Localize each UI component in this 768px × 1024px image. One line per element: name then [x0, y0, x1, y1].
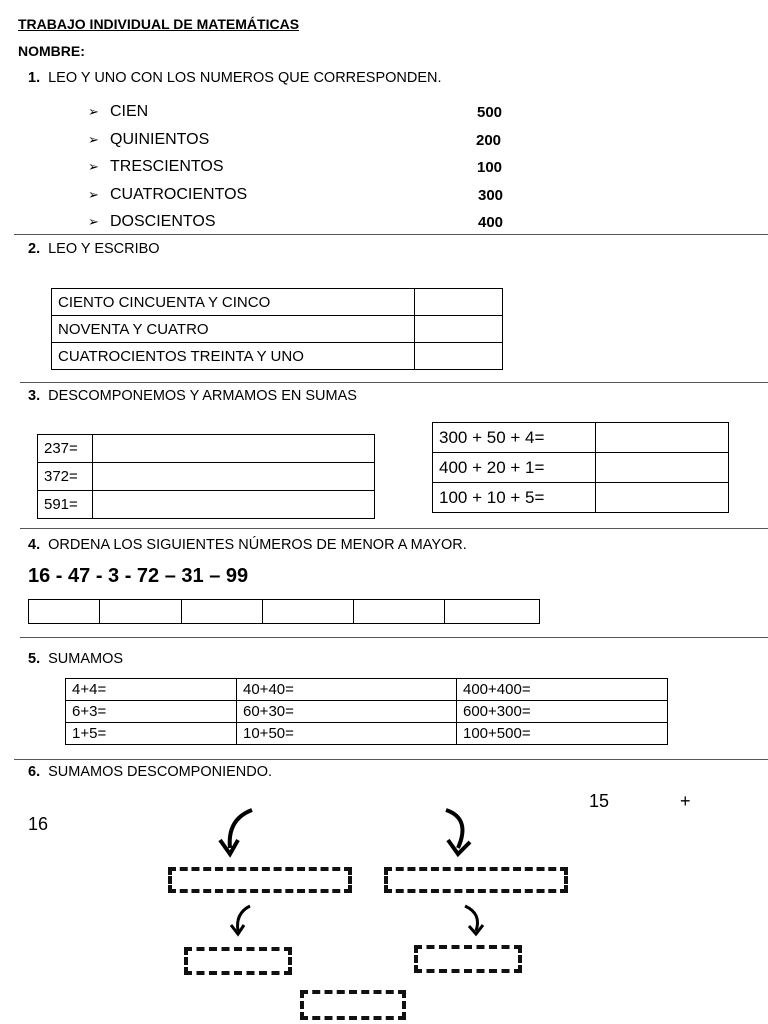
small-arrow-right-icon	[460, 903, 490, 937]
arrow-bullet-icon: ➢	[88, 132, 99, 147]
answer-box[interactable]	[300, 990, 406, 1020]
table-cell: 591=	[38, 491, 93, 519]
question-text: LEO Y ESCRIBO	[48, 241, 160, 257]
table-cell: 40+40=	[237, 679, 457, 701]
divider	[14, 234, 768, 235]
name-label: NOMBRE:	[18, 43, 85, 59]
answer-cell[interactable]	[596, 453, 729, 483]
table-cell: 400+400=	[457, 679, 668, 701]
table-row	[52, 289, 503, 316]
table-cell: 100+500=	[457, 723, 668, 745]
divider	[14, 759, 768, 760]
arrow-bullet-icon: ➢	[88, 104, 99, 119]
table-cell: 60+30=	[237, 701, 457, 723]
question-2	[28, 241, 160, 257]
table-row	[433, 423, 729, 453]
table-cell: 300 + 50 + 4=	[433, 423, 596, 453]
table-cell: 372=	[38, 463, 93, 491]
question-1	[28, 70, 442, 86]
question-6	[28, 764, 272, 780]
answer-cell[interactable]	[93, 463, 375, 491]
answer-cell[interactable]	[182, 600, 263, 624]
question-text: SUMAMOS DESCOMPONIENDO.	[48, 764, 273, 780]
answer-cell[interactable]	[415, 316, 503, 343]
list-item: ➢ DOSCIENTOS	[88, 213, 216, 230]
table-cell: 4+4=	[66, 679, 237, 701]
answer-box[interactable]	[414, 945, 522, 973]
decompose-table	[37, 434, 375, 519]
table-row	[66, 679, 668, 701]
table-row	[52, 343, 503, 370]
question-number: 6.	[28, 764, 41, 780]
answer-box[interactable]	[384, 867, 568, 893]
question-text: DESCOMPONEMOS Y ARMAMOS EN SUMAS	[48, 388, 357, 404]
arrow-bullet-icon: ➢	[88, 187, 99, 202]
table-cell: 600+300=	[457, 701, 668, 723]
table-row	[52, 316, 503, 343]
question-5	[28, 651, 123, 667]
words-table	[51, 288, 503, 370]
question-text: SUMAMOS	[48, 651, 124, 667]
sums-table	[65, 678, 668, 745]
answer-cell[interactable]	[100, 600, 182, 624]
answer-cell[interactable]	[445, 600, 540, 624]
table-row	[433, 483, 729, 513]
list-item: ➢ CUATROCIENTOS	[88, 186, 248, 203]
table-cell: CUATROCIENTOS TREINTA Y UNO	[52, 343, 415, 370]
question-number: 2.	[28, 241, 41, 257]
question-number: 1.	[28, 70, 41, 86]
table-cell: NOVENTA Y CUATRO	[52, 316, 415, 343]
divider	[20, 528, 768, 529]
order-table	[28, 599, 540, 624]
table-row	[38, 435, 375, 463]
table-cell: 400 + 20 + 1=	[433, 453, 596, 483]
table-cell: 10+50=	[237, 723, 457, 745]
number-item: 200	[476, 132, 502, 149]
question-number: 5.	[28, 651, 41, 667]
table-cell: 1+5=	[66, 723, 237, 745]
table-row	[29, 600, 540, 624]
small-arrow-left-icon	[226, 903, 256, 937]
answer-cell[interactable]	[93, 435, 375, 463]
table-row	[38, 463, 375, 491]
number-item: 100	[477, 159, 503, 176]
answer-cell[interactable]	[29, 600, 100, 624]
answer-cell[interactable]	[596, 423, 729, 453]
arrow-bullet-icon: ➢	[88, 214, 99, 229]
answer-cell[interactable]	[596, 483, 729, 513]
table-row	[66, 701, 668, 723]
question-number: 3.	[28, 388, 41, 404]
question-text: ORDENA LOS SIGUIENTES NÚMEROS DE MENOR A MAYOR.	[48, 537, 467, 553]
list-item: ➢ QUINIENTOS	[88, 131, 210, 148]
question-3	[28, 388, 357, 404]
compose-table	[432, 422, 729, 513]
addend-15: 15	[589, 791, 610, 811]
answer-cell[interactable]	[263, 600, 354, 624]
worksheet-title: TRABAJO INDIVIDUAL DE MATEMÁTICAS	[18, 16, 300, 32]
answer-cell[interactable]	[93, 491, 375, 519]
table-row	[66, 723, 668, 745]
addend-16: 16	[28, 814, 49, 834]
list-item: ➢ TRESCIENTOS	[88, 158, 224, 175]
curved-arrow-left-icon	[210, 806, 260, 858]
answer-box[interactable]	[184, 947, 292, 975]
answer-cell[interactable]	[415, 289, 503, 316]
number-sequence: 16 - 47 - 3 - 72 – 31 – 99	[28, 565, 249, 587]
answer-box[interactable]	[168, 867, 352, 893]
table-cell: CIENTO CINCUENTA Y CINCO	[52, 289, 415, 316]
number-item: 500	[477, 104, 503, 121]
answer-cell[interactable]	[354, 600, 445, 624]
table-cell: 237=	[38, 435, 93, 463]
number-item: 300	[478, 187, 504, 204]
divider	[20, 382, 768, 383]
question-4	[28, 537, 467, 553]
answer-cell[interactable]	[415, 343, 503, 370]
plus-sign: +	[680, 791, 691, 811]
curved-arrow-right-icon	[440, 806, 480, 858]
question-text: LEO Y UNO CON LOS NUMEROS QUE CORRESPONDEN.	[48, 70, 442, 86]
question-number: 4.	[28, 537, 41, 553]
table-row	[433, 453, 729, 483]
table-row	[38, 491, 375, 519]
list-item: ➢ CIEN	[88, 103, 149, 120]
number-item: 400	[478, 214, 504, 231]
table-cell: 6+3=	[66, 701, 237, 723]
arrow-bullet-icon: ➢	[88, 159, 99, 174]
table-cell: 100 + 10 + 5=	[433, 483, 596, 513]
divider	[20, 637, 768, 638]
